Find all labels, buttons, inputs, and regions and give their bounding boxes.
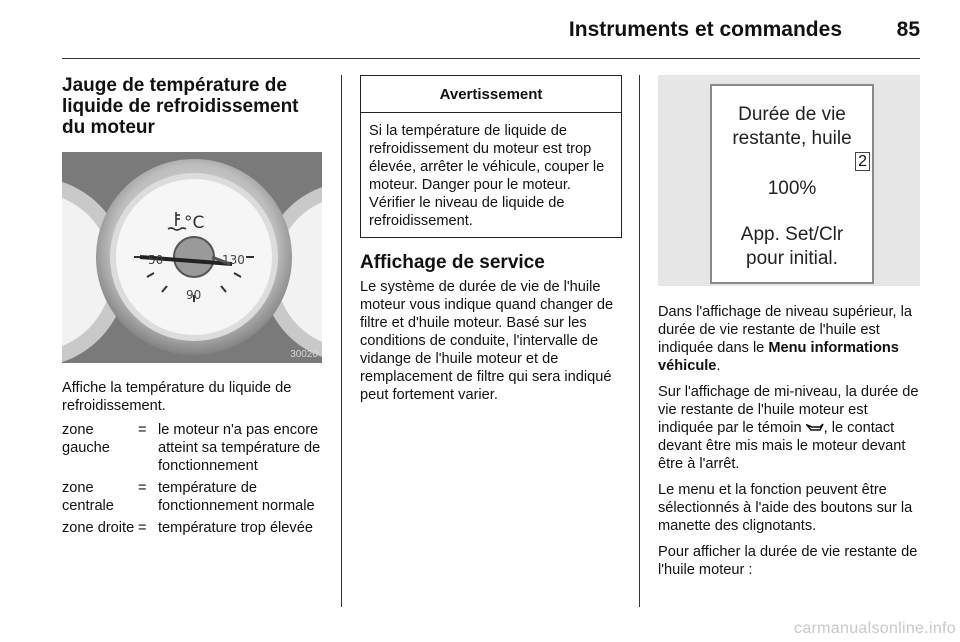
column-middle <box>360 75 622 404</box>
display-percent: 100% <box>767 178 817 199</box>
definition-description: le moteur n'a pas encore atteint sa température de fonctionnement <box>158 422 321 474</box>
column-left <box>62 75 322 541</box>
text-run: . <box>716 358 721 374</box>
service-display-description: Le système de durée de vie de l'huile moteur vous indique quand changer de filtre et d'huile moteur. Basé sur les conditions de conduite, l'intervalle de vidange de l'huile moteur et de remplacement de filtre qui sera indiqué peut fortement varier. <box>360 279 614 403</box>
gauge-description: Affiche la température du liquide de refroidissement. <box>62 380 292 414</box>
text-run: Sur l'affichage de mi-niveau, la durée de vie restante de l'huile moteur est indiquée par le témoin <box>658 384 919 436</box>
oil-life-display-image <box>658 75 920 286</box>
header-divider <box>62 58 920 59</box>
display-line: pour initial. <box>746 248 838 269</box>
gauge-scale-label: 90 <box>186 288 202 302</box>
image-reference-code: 30020 <box>290 349 318 360</box>
gauge-scale-label: 50 <box>148 253 164 267</box>
paragraph: Le menu et la fonction peuvent être sélectionnés à l'aide des boutons sur la manette des clignotants. <box>658 482 913 534</box>
paragraph <box>658 303 920 375</box>
paragraph: Pour afficher la durée de vie restante de l'huile moteur : <box>658 544 918 578</box>
column-right <box>658 75 920 579</box>
section-title-coolant-gauge: Jauge de température de liquide de refroidissement du moteur <box>62 75 299 138</box>
zone-definition-list <box>62 421 322 537</box>
page-number: 85 <box>896 18 920 41</box>
display-line: App. Set/Clr <box>740 224 844 245</box>
definition-equals: = <box>138 422 147 438</box>
definition-term: zone gauche <box>62 422 110 456</box>
definition-equals: = <box>138 520 147 536</box>
watermark: carmanualsonline.info <box>794 620 956 637</box>
oil-life-display-screen <box>710 84 874 284</box>
gauge-unit-label: °C <box>184 213 205 233</box>
gauge-scale-label: 130 <box>222 253 245 267</box>
column-divider <box>639 75 640 607</box>
text-run: , le contact devant être mis mais le moteur devant être à l'arrêt. <box>658 420 906 472</box>
page-header-title: Instruments et commandes <box>568 18 842 41</box>
definition-term: zone droite <box>62 520 135 536</box>
warning-text: Si la température de liquide de refroidissement du moteur est trop élevée, arrêter le véhicule, couper le moteur. Danger pour le moteur. Vérifier le niveau de liquide de refroidissement. <box>369 123 605 229</box>
display-line: Durée de vie <box>738 104 846 125</box>
definition-row <box>62 519 322 537</box>
menu-reference: Menu informations véhicule <box>658 340 899 374</box>
definition-term: zone centrale <box>62 480 114 514</box>
display-page-badge: 2 <box>855 152 870 171</box>
display-line: restante, huile <box>732 128 852 149</box>
section-title-service-display: Affichage de service <box>360 252 545 273</box>
definition-row <box>62 421 322 475</box>
coolant-gauge-illustration <box>62 152 322 363</box>
warning-box <box>360 75 622 238</box>
definition-equals: = <box>138 480 147 496</box>
text-run: Dans l'affichage de niveau supérieur, la durée de vie restante de l'huile est indiquée dans le <box>658 304 913 356</box>
warning-title: Avertissement <box>361 76 621 113</box>
definition-description: température trop élevée <box>158 520 313 536</box>
coolant-gauge-photo <box>62 152 322 363</box>
column-divider <box>341 75 342 607</box>
paragraph <box>658 383 920 473</box>
definition-row <box>62 479 322 515</box>
oil-can-icon <box>806 423 824 433</box>
definition-description: température de fonctionnement normale <box>158 480 315 514</box>
